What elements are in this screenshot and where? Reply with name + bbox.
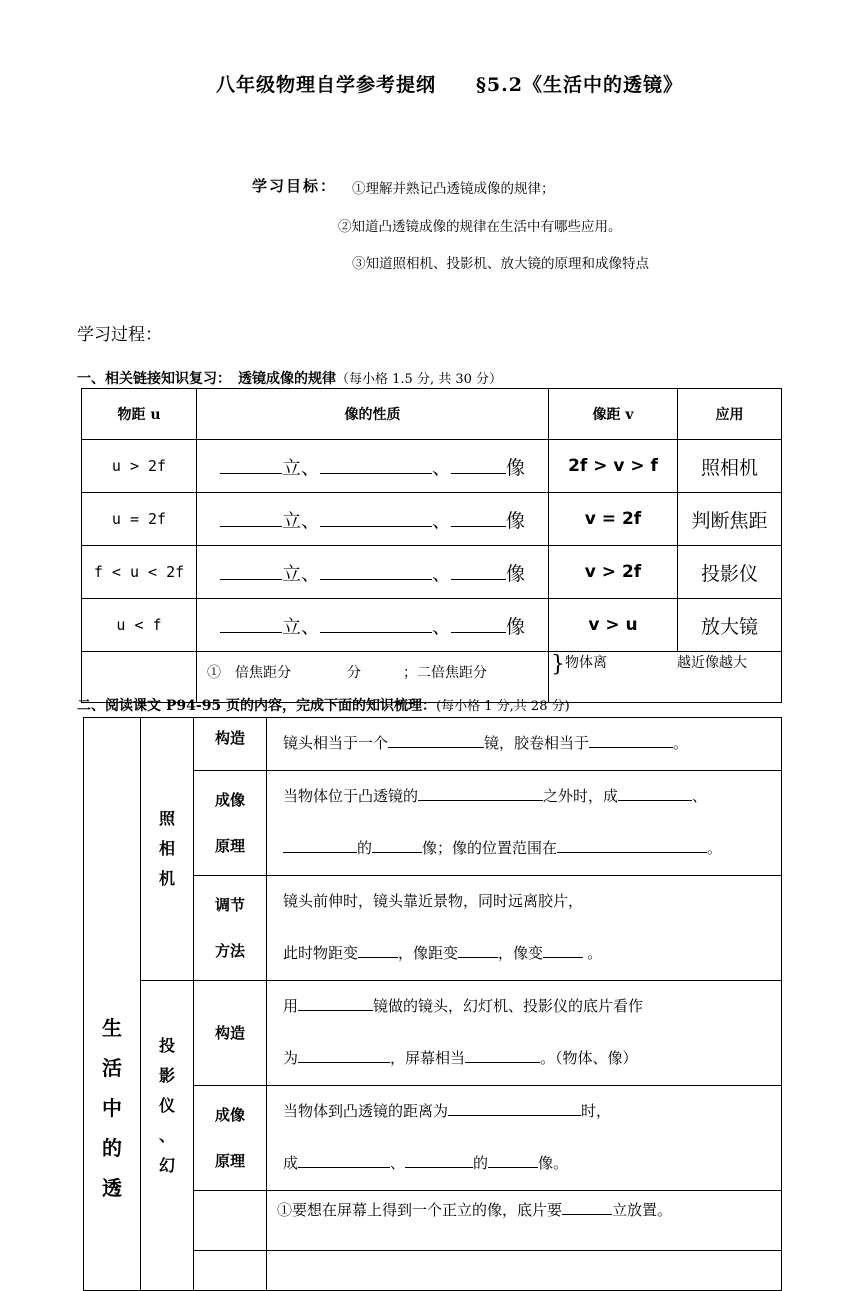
process-title: 学习过程：: [77, 325, 162, 345]
property-text: 立、: [281, 563, 320, 585]
blank[interactable]: [283, 837, 357, 853]
text: ，屏幕相当: [390, 1050, 466, 1067]
text: 当物体到凸透镜的距离为: [283, 1103, 449, 1120]
application-cell: 放大镜: [678, 599, 782, 652]
text: 成: [283, 1155, 299, 1172]
projector-label-char: 投: [158, 1036, 175, 1055]
main-label-char: 的: [102, 1136, 122, 1160]
blank[interactable]: [372, 837, 422, 853]
property-text: 、: [431, 616, 451, 638]
empty-content-cell: [267, 1251, 782, 1291]
content-line: [283, 928, 781, 980]
table-header-row: [82, 389, 782, 440]
imaging-rules-table: [81, 388, 781, 681]
empty-label-cell: [194, 1191, 267, 1251]
blank[interactable]: [451, 507, 506, 527]
section1-note: （每小格 1.5 分, 共 30 分）: [336, 372, 503, 387]
object-distance-cell: u = 2f: [82, 493, 197, 546]
content-line: [283, 823, 781, 875]
text: 时，: [581, 1103, 612, 1120]
objectives-label: 学习目标：: [252, 177, 338, 195]
table-row: [84, 718, 782, 771]
content-line: [283, 981, 781, 1033]
projector-principle-label: [194, 1086, 267, 1191]
property-text: 、: [431, 510, 451, 532]
projector-label-cell: [141, 981, 194, 1291]
main-label-char: 活: [102, 1056, 122, 1080]
text: 。: [583, 945, 603, 962]
text: 之外时，成: [543, 788, 619, 805]
camera-label-char: 相: [158, 839, 175, 858]
objective-3: ③知道照相机、投影机、放大镜的原理和成像特点: [352, 256, 649, 272]
partial-left-cell: ① 倍焦距分 分 ；二倍焦距分: [197, 652, 549, 703]
blank[interactable]: [451, 613, 506, 633]
property-text: 像: [506, 616, 526, 638]
object-distance-cell: u > 2f: [82, 440, 197, 493]
text: 的: [473, 1155, 489, 1172]
text: 用: [283, 998, 299, 1015]
projector-structure-content: [267, 981, 782, 1086]
blank[interactable]: [418, 785, 543, 801]
camera-principle-content: [267, 771, 782, 876]
property-text: 立、: [281, 616, 320, 638]
camera-structure-content: [267, 718, 782, 771]
section1-heading: [77, 368, 502, 388]
camera-adjust-content: [267, 876, 782, 981]
image-distance-cell: v > u: [549, 599, 678, 652]
image-distance-cell: v > 2f: [549, 546, 678, 599]
projector-label-char: 幻: [158, 1156, 175, 1175]
text: 像；像的位置范围在: [422, 840, 558, 857]
projector-principle-content: [267, 1086, 782, 1191]
camera-structure-label: 构造: [194, 718, 267, 771]
blank[interactable]: [220, 613, 282, 633]
image-property-cell: [197, 546, 549, 599]
projector-label-char: 影: [158, 1066, 175, 1085]
text: 镜做的镜头，幻灯机、投影仪的底片看作: [373, 998, 644, 1015]
table-row: [82, 546, 782, 599]
label-line: 方法: [214, 942, 245, 960]
text: 像。: [538, 1155, 569, 1172]
text: 。: [707, 840, 723, 857]
header-image-property: 像的性质: [197, 389, 549, 440]
blank[interactable]: [220, 507, 282, 527]
header-image-distance: 像距 v: [549, 389, 678, 440]
image-property-cell: [197, 440, 549, 493]
property-text: 、: [431, 563, 451, 585]
blank[interactable]: [405, 1152, 473, 1168]
table-row: [82, 440, 782, 493]
label-line: 成像: [214, 1106, 245, 1124]
text: 此时物距变: [283, 945, 359, 962]
text: 为: [283, 1050, 299, 1067]
content-line: [283, 1138, 781, 1190]
property-text: 像: [506, 510, 526, 532]
label-line: 成像: [214, 791, 245, 809]
blank[interactable]: [562, 1199, 612, 1215]
blank[interactable]: [320, 613, 432, 633]
property-text: 、: [431, 457, 451, 479]
camera-principle-label: [194, 771, 267, 876]
section2-heading: [77, 695, 570, 715]
projector-label-char: 仪: [158, 1096, 175, 1115]
property-text: 立、: [281, 457, 320, 479]
objective-2: ②知道凸透镜成像的规律在生活中有哪些应用。: [338, 219, 622, 235]
blank[interactable]: [465, 1047, 540, 1063]
application-cell: 照相机: [678, 440, 782, 493]
blank[interactable]: [451, 560, 506, 580]
text: ，像变: [498, 945, 544, 962]
label-line: 调节: [214, 896, 245, 914]
property-text: 立、: [281, 510, 320, 532]
blank[interactable]: [298, 995, 373, 1011]
application-cell: 判断焦距: [678, 493, 782, 546]
blank[interactable]: [448, 1100, 581, 1116]
text: ，像距变: [398, 945, 459, 962]
objective-1: ①理解并熟记凸透镜成像的规律；: [352, 181, 555, 197]
text: 的: [357, 840, 373, 857]
text: 镜头相当于一个: [283, 735, 389, 752]
text: 当物体位于凸透镜的: [283, 788, 419, 805]
content-line: [283, 1033, 781, 1085]
text: 立放置。: [612, 1202, 673, 1219]
camera-label-char: 机: [158, 869, 175, 888]
projector-extra-content: [267, 1191, 782, 1251]
section2-heading-text: 二、阅读课文 P94-95 页的内容，完成下面的知识梳理：: [77, 698, 437, 714]
image-property-cell: [197, 493, 549, 546]
partial-right-text: 物体离 越近像越大: [565, 655, 747, 671]
text: 。: [673, 735, 689, 752]
blank[interactable]: [320, 507, 432, 527]
section1-heading-text: 一、相关链接知识复习： 透镜成像的规律: [77, 371, 336, 387]
content-line: [283, 1086, 781, 1138]
header-object-distance: 物距 u: [82, 389, 197, 440]
blank[interactable]: [220, 454, 282, 474]
blank[interactable]: [557, 837, 707, 853]
header-application: 应用: [678, 389, 782, 440]
object-distance-cell: u < f: [82, 599, 197, 652]
blank[interactable]: [298, 1152, 390, 1168]
empty-label-cell: [194, 1251, 267, 1291]
blank[interactable]: [589, 732, 673, 748]
knowledge-table: [83, 717, 781, 1219]
blank[interactable]: [458, 942, 498, 958]
section2-note: (每小格 1 分,共 28 分): [436, 699, 570, 714]
blank[interactable]: [488, 1152, 538, 1168]
application-cell: 投影仪: [678, 546, 782, 599]
projector-label-char: 、: [158, 1126, 175, 1145]
image-property-cell: [197, 599, 549, 652]
blank[interactable]: [451, 454, 506, 474]
main-label-char: 中: [102, 1096, 122, 1120]
text: 。（物体、像）: [540, 1050, 638, 1067]
camera-label-char: 照: [158, 809, 175, 828]
blank[interactable]: [618, 785, 692, 801]
image-distance-cell: v = 2f: [549, 493, 678, 546]
brace-icon: }: [551, 652, 565, 677]
blank[interactable]: [358, 942, 398, 958]
content-line: [283, 771, 781, 823]
camera-adjust-label: [194, 876, 267, 981]
blank[interactable]: [320, 560, 432, 580]
projector-structure-label: 构造: [194, 981, 267, 1086]
text: 、: [692, 788, 708, 805]
table-row: [84, 981, 782, 1086]
blank[interactable]: [320, 454, 432, 474]
property-text: 像: [506, 563, 526, 585]
camera-label-cell: [141, 718, 194, 981]
partial-right-cell: [549, 652, 782, 703]
blank[interactable]: [220, 560, 282, 580]
main-category-cell: [84, 718, 141, 1291]
table-row: [82, 493, 782, 546]
page-title: 八年级物理自学参考提纲 §5.2《生活中的透镜》: [216, 74, 683, 96]
label-line: 原理: [214, 837, 245, 855]
object-distance-cell: f < u < 2f: [82, 546, 197, 599]
text: ①要想在屏幕上得到一个正立的像，底片要: [277, 1202, 563, 1219]
text: 、: [390, 1155, 406, 1172]
blank[interactable]: [543, 942, 583, 958]
main-label-char: 生: [102, 1016, 122, 1040]
content-line: 镜头前伸时，镜头靠近景物，同时远离胶片，: [283, 893, 584, 910]
blank[interactable]: [298, 1047, 390, 1063]
property-text: 像: [506, 457, 526, 479]
table-row: [82, 599, 782, 652]
text: 镜，胶卷相当于: [484, 735, 590, 752]
blank[interactable]: [388, 732, 484, 748]
image-distance-cell: 2f > v > f: [549, 440, 678, 493]
label-line: 原理: [214, 1152, 245, 1170]
main-label-char: 透: [102, 1176, 122, 1200]
